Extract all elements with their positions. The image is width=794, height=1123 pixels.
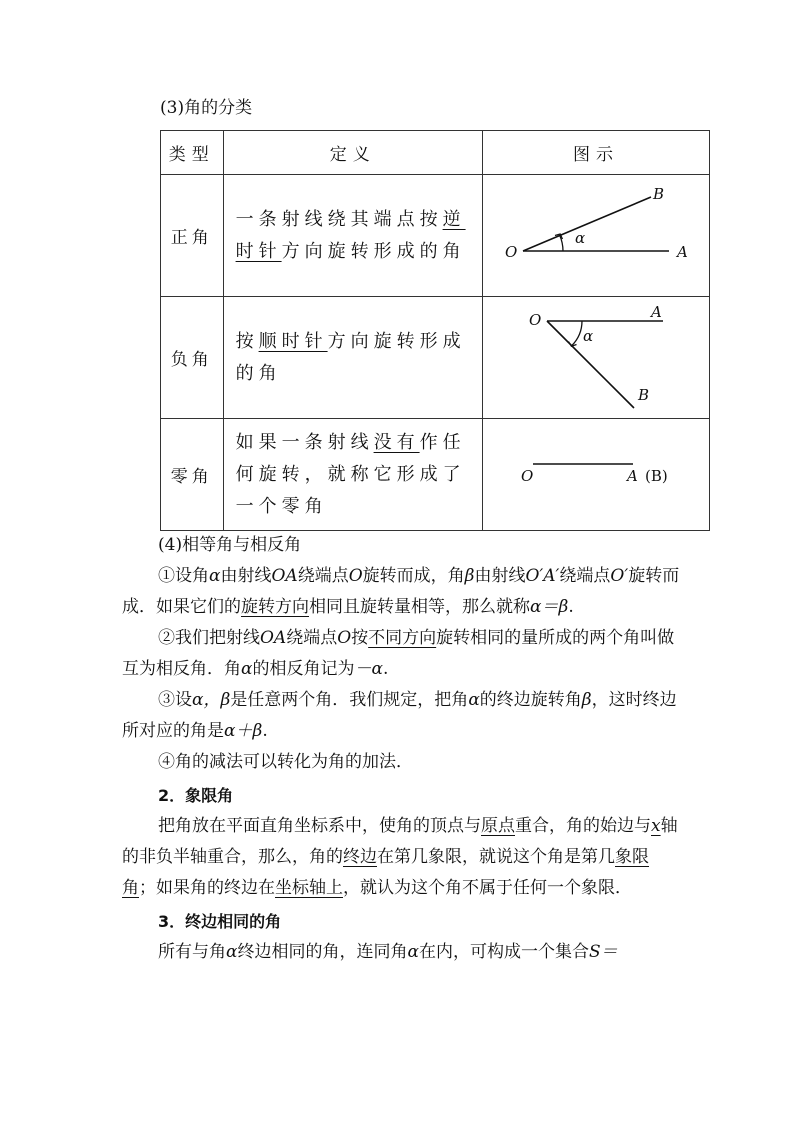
text: . (382, 659, 389, 679)
math-OA: OA (271, 566, 298, 586)
def-text: 按 (235, 330, 259, 352)
math-alpha: α (407, 942, 419, 962)
label-B: B (637, 386, 650, 404)
label-B: B (652, 185, 665, 203)
header-figure: 图示 (482, 131, 709, 175)
label-O: O (504, 243, 518, 261)
paragraph-equal-angles (122, 561, 682, 623)
text: 的终边旋转角 (479, 690, 582, 710)
math-OA-prime: O′A′ (525, 566, 560, 586)
label-alpha: α (574, 229, 586, 247)
text: 在内，可构成一个集合 (418, 942, 589, 962)
text: 把角放在平面直角坐标系中，使角的顶点与 (158, 816, 481, 836)
text: 旋转而成．如果它们的 (122, 566, 680, 617)
label-A: A (626, 467, 638, 485)
underlined-terminal-side: 终边 (343, 847, 377, 867)
def-text: 方向旋转形成的角 (281, 240, 466, 262)
math-beta: β (464, 566, 475, 586)
underlined-different-direction: 不同方向 (368, 628, 437, 648)
text: 是任意两个角．我们规定，把角 (230, 690, 469, 710)
cell-figure-negative (482, 297, 709, 419)
paragraph-opposite-angles (122, 623, 682, 685)
positive-angle-figure (483, 175, 709, 292)
label-alpha: α (582, 327, 594, 345)
math-alpha: α (226, 942, 238, 962)
text: 绕端点 (559, 566, 611, 586)
table-header-row (161, 131, 710, 175)
math-alpha-beta: α，β (192, 690, 231, 710)
cell-figure-positive (482, 175, 709, 297)
text: . (568, 597, 574, 617)
def-underlined: 顺时针 (258, 330, 328, 352)
math-O: O (348, 566, 363, 586)
text: 按 (351, 628, 369, 648)
math-alpha: α (241, 659, 253, 679)
text: 在第几象限，就说这个角是第几 (377, 847, 615, 867)
header-definition: 定义 (223, 131, 482, 175)
underlined-quadrant-angle: 象限角 (122, 847, 649, 898)
text: 相同且旋转量相等，那么就称 (309, 597, 530, 617)
angle-classification-table (160, 130, 710, 531)
negative-angle-figure (483, 297, 709, 414)
arc-alpha (572, 321, 582, 346)
underlined-rotation-direction: 旋转方向 (241, 597, 309, 617)
paragraph-coterminal-angles (122, 937, 682, 968)
text: ②我们把射线 (158, 628, 260, 648)
text: ，这时终边所对应的角是 (122, 690, 677, 741)
math-beta: β (581, 690, 592, 710)
text: 重合，角的始边与 (515, 816, 651, 836)
def-text: 一条射线绕其端点按 (235, 208, 443, 230)
text: 旋转而成，角 (362, 566, 465, 586)
text: 的相反角记为 (252, 659, 355, 679)
cell-def-positive (223, 175, 482, 297)
table-row-zero-angle (161, 419, 710, 531)
text: ①设角 (158, 566, 209, 586)
text: ，就认为这个角不属于任何一个象限． (343, 878, 632, 898)
cell-def-negative (223, 297, 482, 419)
text: 由射线 (474, 566, 526, 586)
section-equal-opposite-angles (122, 530, 682, 968)
cell-type-negative: 负角 (161, 297, 224, 419)
text: . (262, 721, 268, 741)
cell-figure-zero (482, 419, 709, 531)
math-O: O (337, 628, 352, 648)
label-B: (B) (644, 467, 668, 485)
def-text: 如果一条射线 (235, 431, 374, 453)
text: 绕端点 (286, 628, 338, 648)
paragraph-angle-subtraction: ④角的减法可以转化为角的加法． (158, 752, 413, 772)
cell-def-zero (223, 419, 482, 531)
text: ；如果角的终边在 (139, 878, 275, 898)
underlined-coordinate-axis: 坐标轴上 (275, 878, 343, 898)
math-alpha-plus-beta: α＋β (224, 721, 263, 741)
def-text: 方向旋转形成的角 (235, 330, 466, 384)
zero-angle-figure (483, 419, 709, 526)
ray-OB (523, 197, 651, 251)
label-O: O (528, 311, 542, 329)
cell-type-positive: 正角 (161, 175, 224, 297)
text: 旋转相同的量所成的两个角叫做互为相反角．角 (122, 628, 675, 679)
underlined-x: x (651, 816, 661, 836)
cell-type-zero: 零角 (161, 419, 224, 531)
text: ③设 (158, 690, 192, 710)
section-title-angle-classification: (3)角的分类 (160, 98, 253, 118)
paragraph-quadrant-angle (122, 811, 682, 904)
text: 终边相同的角，连同角 (237, 942, 408, 962)
section-title-coterminal-angles: 3．终边相同的角 (158, 912, 282, 931)
def-text: 作任何旋转，就称它形成了一个零角 (235, 431, 466, 517)
label-O: O (520, 467, 534, 485)
text: 轴的非负半轴重合，那么，角的 (122, 816, 678, 867)
def-underlined: 逆时针 (235, 208, 466, 262)
label-A: A (676, 243, 688, 261)
label-A: A (650, 303, 662, 321)
text: 绕端点 (297, 566, 349, 586)
math-neg-alpha: －α (354, 659, 383, 679)
text: 所有与角 (158, 942, 226, 962)
header-type: 类型 (161, 131, 224, 175)
math-alpha: α (209, 566, 221, 586)
table-row-negative-angle (161, 297, 710, 419)
table-row-positive-angle (161, 175, 710, 297)
math-alpha-eq-beta: α＝β (530, 597, 569, 617)
math-alpha: α (468, 690, 480, 710)
text: 由射线 (220, 566, 272, 586)
paragraph-angle-addition (122, 685, 682, 747)
math-S: S＝ (588, 942, 618, 962)
math-O-prime: O′ (610, 566, 629, 586)
section-title-equal-opposite: (4)相等角与相反角 (158, 535, 302, 555)
underlined-origin: 原点 (481, 816, 515, 836)
def-underlined: 没有 (373, 431, 420, 453)
math-OA: OA (260, 628, 287, 648)
section-title-quadrant-angle: 2．象限角 (158, 786, 234, 805)
